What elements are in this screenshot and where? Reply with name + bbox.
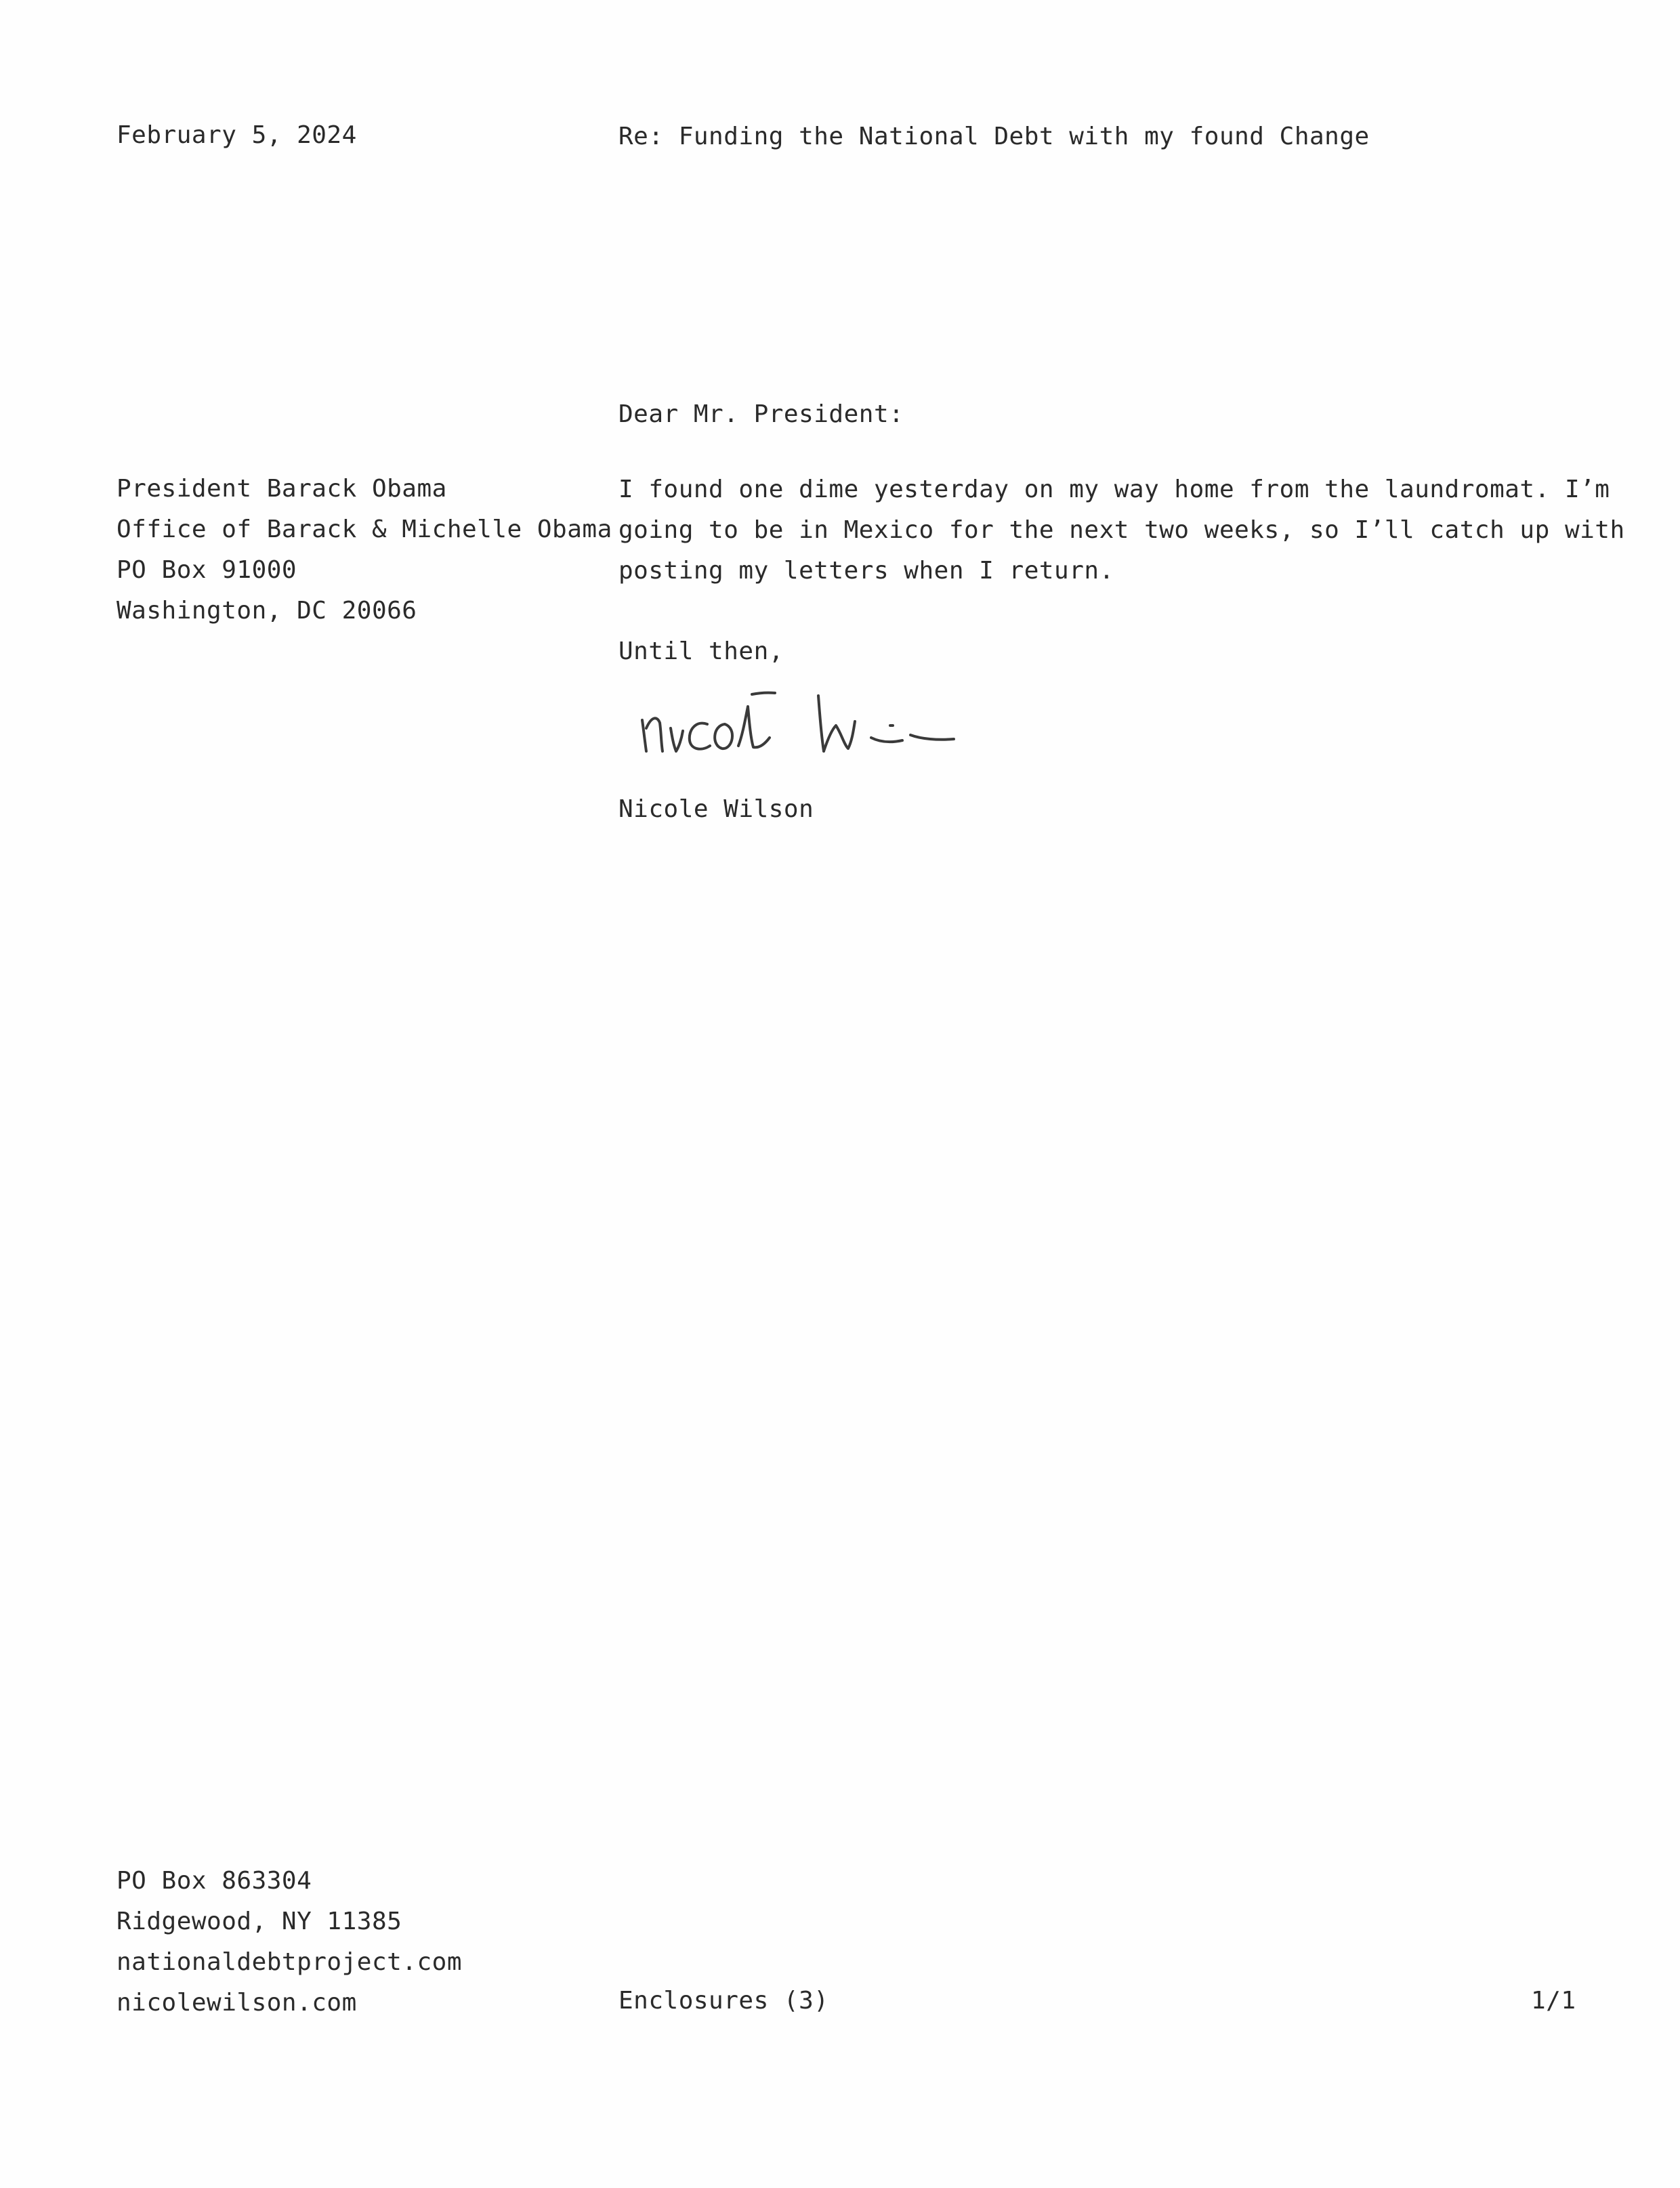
letter-date: February 5, 2024 [117,121,357,149]
project-website: nationaldebtproject.com [117,1948,462,1976]
recipient-po-box: PO Box 91000 [117,556,297,584]
return-city: Ridgewood, NY 11385 [117,1908,402,1935]
personal-website: nicolewilson.com [117,1989,357,2017]
body-line: going to be in Mexico for the next two weeks, so I’ll catch up with [618,516,1625,544]
letter-body [618,469,1625,591]
return-address [117,1861,462,2023]
closing: Until then, [618,637,784,665]
body-line: posting my letters when I return. [618,557,1114,585]
return-po-box: PO Box 863304 [117,1867,312,1895]
recipient-city: Washington, DC 20066 [117,597,417,625]
salutation: Dear Mr. President: [618,400,904,428]
page-number: 1/1 [1531,1987,1576,2015]
body-line: I found one dime yesterday on my way home from the laundromat. I’m [618,476,1610,503]
enclosures-note: Enclosures (3) [618,1987,829,2015]
handwritten-signature [637,681,989,769]
sender-name: Nicole Wilson [618,795,814,823]
recipient-address [117,469,612,631]
recipient-name: President Barack Obama [117,475,447,503]
letter-subject: Re: Funding the National Debt with my found Change [618,123,1370,150]
recipient-office: Office of Barack & Michelle Obama [117,516,612,543]
